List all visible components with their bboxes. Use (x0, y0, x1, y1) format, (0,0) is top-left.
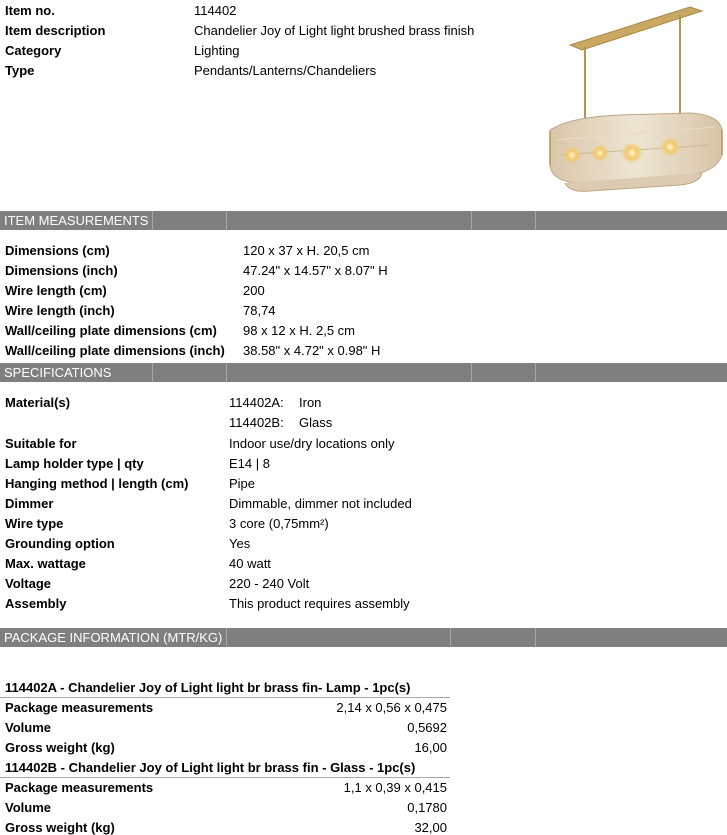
spec-value: 40 watt (229, 556, 271, 571)
spec-label: Dimmer (5, 496, 54, 511)
measurement-value: 38.58" x 4.72" x 0.98" H (243, 343, 381, 358)
divider (0, 777, 450, 778)
category-label: Category (5, 43, 62, 58)
measurement-label: Wire length (cm) (5, 283, 107, 298)
specifications-bar (0, 363, 727, 382)
spec-label: Wire type (5, 516, 64, 531)
spec-label: Suitable for (5, 436, 77, 451)
spec-label: Grounding option (5, 536, 115, 551)
measurement-value: 120 x 37 x H. 20,5 cm (243, 243, 370, 258)
package-row-label: Gross weight (kg) (5, 740, 115, 755)
spec-label: Hanging method | length (cm) (5, 476, 189, 491)
spec-value: Dimmable, dimmer not included (229, 496, 412, 511)
package-row-value: 32,00 (414, 820, 447, 835)
item-measurements-title: ITEM MEASUREMENTS (4, 213, 149, 228)
material-value: Glass (299, 415, 333, 430)
product-image (530, 5, 725, 200)
package-information-bar (0, 628, 727, 647)
spec-value: Indoor use/dry locations only (229, 436, 395, 451)
package-information-title: PACKAGE INFORMATION (MTR/KG) (4, 630, 223, 645)
measurement-value: 200 (243, 283, 265, 298)
spec-label: Voltage (5, 576, 51, 591)
spec-value: E14 | 8 (229, 456, 270, 471)
spec-value: 220 - 240 Volt (229, 576, 310, 591)
item-no-value: 114402 (194, 3, 237, 18)
package-item-title: 114402B - Chandelier Joy of Light light br brass fin - Glass - 1pc(s) (5, 760, 416, 775)
spec-label: Assembly (5, 596, 67, 611)
spec-label: Lamp holder type | qty (5, 456, 144, 471)
measurement-label: Dimensions (inch) (5, 263, 118, 278)
item-no-label: Item no. (5, 3, 55, 18)
measurement-label: Wire length (inch) (5, 303, 115, 318)
category-value: Lighting (194, 43, 240, 58)
measurement-value: 78,74 (243, 303, 276, 318)
package-item-title: 114402A - Chandelier Joy of Light light br brass fin- Lamp - 1pc(s) (5, 680, 411, 695)
spec-value: Pipe (229, 476, 256, 491)
package-row-label: Package measurements (5, 780, 154, 795)
package-row-value: 0,1780 (407, 800, 447, 815)
material-value: Iron (299, 395, 322, 410)
materials-label: Material(s) (5, 395, 71, 410)
package-row-value: 1,1 x 0,39 x 0,415 (343, 780, 447, 795)
type-value: Pendants/Lanterns/Chandeliers (194, 63, 377, 78)
item-description-value: Chandelier Joy of Light light brushed brass finish (194, 23, 475, 38)
package-row-value: 0,5692 (407, 720, 447, 735)
measurement-label: Wall/ceiling plate dimensions (inch) (5, 343, 225, 358)
spec-value: Yes (229, 536, 251, 551)
spec-value: 3 core (0,75mm²) (229, 516, 329, 531)
spec-label: Max. wattage (5, 556, 86, 571)
type-label: Type (5, 63, 35, 78)
package-row-value: 16,00 (414, 740, 447, 755)
measurement-value: 98 x 12 x H. 2,5 cm (243, 323, 355, 338)
specifications-title: SPECIFICATIONS (4, 365, 112, 380)
measurement-label: Dimensions (cm) (5, 243, 110, 258)
divider (0, 697, 450, 698)
item-description-label: Item description (5, 23, 106, 38)
package-row-label: Volume (5, 720, 51, 735)
package-row-value: 2,14 x 0,56 x 0,475 (336, 700, 447, 715)
material-code: 114402B: (229, 415, 284, 430)
material-code: 114402A: (229, 395, 284, 410)
package-row-label: Gross weight (kg) (5, 820, 115, 835)
item-measurements-bar (0, 211, 727, 230)
spec-value: This product requires assembly (229, 596, 410, 611)
package-row-label: Package measurements (5, 700, 154, 715)
measurement-label: Wall/ceiling plate dimensions (cm) (5, 323, 217, 338)
package-row-label: Volume (5, 800, 51, 815)
measurement-value: 47.24" x 14.57" x 8.07" H (243, 263, 388, 278)
